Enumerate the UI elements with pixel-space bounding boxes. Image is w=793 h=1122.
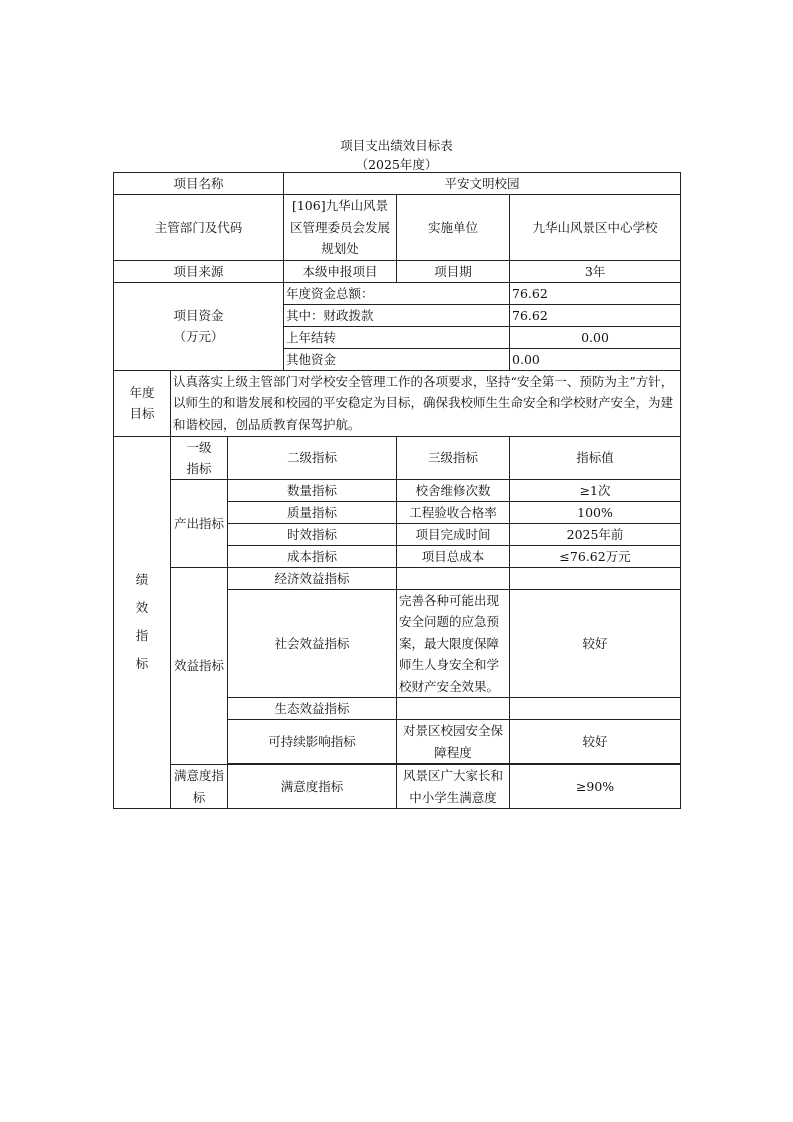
funds-label-line2: （万元） — [173, 329, 224, 344]
benefit-indicator-label: 效益指标 — [171, 567, 228, 765]
header-value: 指标值 — [510, 436, 681, 479]
header-level1-line1: 一级 — [186, 439, 212, 455]
output-quantity-value: ≥1次 — [510, 479, 681, 501]
benefit-economic-level3 — [397, 567, 510, 589]
benefit-sustain-level2: 可持续影响指标 — [228, 720, 397, 764]
satisfaction-indicator-label: 满意度指标 — [171, 765, 228, 809]
funds-carryover-value: 0.00 — [510, 326, 681, 348]
header-level2: 二级指标 — [228, 436, 397, 479]
benefit-economic-level2: 经济效益指标 — [228, 567, 397, 589]
benefit-sustain-value: 较好 — [510, 720, 681, 764]
header-level1 — [171, 436, 228, 479]
header-level3: 三级指标 — [397, 436, 510, 479]
output-cost-level2: 成本指标 — [228, 545, 397, 567]
output-time-level2: 时效指标 — [228, 523, 397, 545]
output-indicator-label: 产出指标 — [171, 479, 228, 567]
funds-fiscal-label: 其中：财政拨款 — [284, 304, 510, 326]
funds-total-value: 76.62 — [510, 282, 681, 304]
benefit-ecological-value — [510, 698, 681, 720]
satisfaction-level3: 风景区广大家长和中小学生满意度 — [397, 765, 510, 809]
satisfaction-value: ≥90% — [510, 765, 681, 809]
impl-unit-label: 实施单位 — [397, 195, 510, 261]
funds-other-value: 0.00 — [510, 348, 681, 370]
benefit-social-value: 较好 — [510, 589, 681, 698]
benefit-ecological-level3 — [397, 698, 510, 720]
output-quality-level3: 工程验收合格率 — [397, 501, 510, 523]
goal-text: 认真落实上级主管部门对学校安全管理工作的各项要求，坚持“安全第一、预防为主”方针，以师生的和谐发展和校园的平安稳定为目标，确保我校师生生命安全和学校财产安全，为建和谐校园，创品质教育保驾护航。 — [171, 370, 681, 436]
source-label: 项目来源 — [114, 260, 284, 282]
output-quantity-level3: 校舍维修次数 — [397, 479, 510, 501]
funds-label — [114, 282, 284, 370]
satisfaction-level2: 满意度指标 — [228, 765, 397, 809]
goal-label-line1: 年度 — [129, 385, 155, 400]
goal-label-line2: 目标 — [129, 406, 155, 421]
document-title: 项目支出绩效目标表 — [340, 138, 453, 153]
benefit-economic-value — [510, 567, 681, 589]
funds-label-line1: 项目资金 — [173, 308, 224, 323]
indicators-side-label — [114, 436, 171, 809]
output-quality-level2: 质量指标 — [228, 501, 397, 523]
performance-target-table — [113, 172, 681, 809]
funds-fiscal-value: 76.62 — [510, 304, 681, 326]
funds-total-label: 年度资金总额： — [284, 282, 510, 304]
period-value: 3年 — [510, 260, 681, 282]
header-level1-line2: 指标 — [186, 460, 212, 476]
output-time-value: 2025年前 — [510, 523, 681, 545]
side-char-2: 效 — [135, 600, 149, 616]
output-time-level3: 项目完成时间 — [397, 523, 510, 545]
period-label: 项目期 — [397, 260, 510, 282]
output-cost-value: ≤76.62万元 — [510, 545, 681, 567]
dept-label: 主管部门及代码 — [114, 195, 284, 261]
output-quality-value: 100% — [510, 501, 681, 523]
dept-value: [106]九华山风景区管理委员会发展规划处 — [284, 195, 397, 261]
benefit-social-level2: 社会效益指标 — [228, 589, 397, 698]
output-quantity-level2: 数量指标 — [228, 479, 397, 501]
benefit-sustain-level3: 对景区校园安全保障程度 — [397, 720, 510, 764]
funds-other-label: 其他资金 — [284, 348, 510, 370]
funds-carryover-label: 上年结转 — [284, 326, 510, 348]
side-char-1: 绩 — [135, 572, 149, 588]
project-name-value: 平安文明校园 — [284, 173, 681, 195]
project-name-label: 项目名称 — [114, 173, 284, 195]
impl-unit-value: 九华山风景区中心学校 — [510, 195, 681, 261]
document-subtitle: （2025年度） — [355, 157, 438, 172]
benefit-ecological-level2: 生态效益指标 — [228, 698, 397, 720]
output-cost-level3: 项目总成本 — [397, 545, 510, 567]
benefit-social-level3: 完善各种可能出现安全问题的应急预案，最大限度保障师生人身安全和学校财产安全效果。 — [397, 589, 510, 698]
goal-label — [114, 370, 171, 436]
side-char-4: 标 — [135, 656, 149, 672]
source-value: 本级申报项目 — [284, 260, 397, 282]
side-char-3: 指 — [135, 628, 149, 644]
